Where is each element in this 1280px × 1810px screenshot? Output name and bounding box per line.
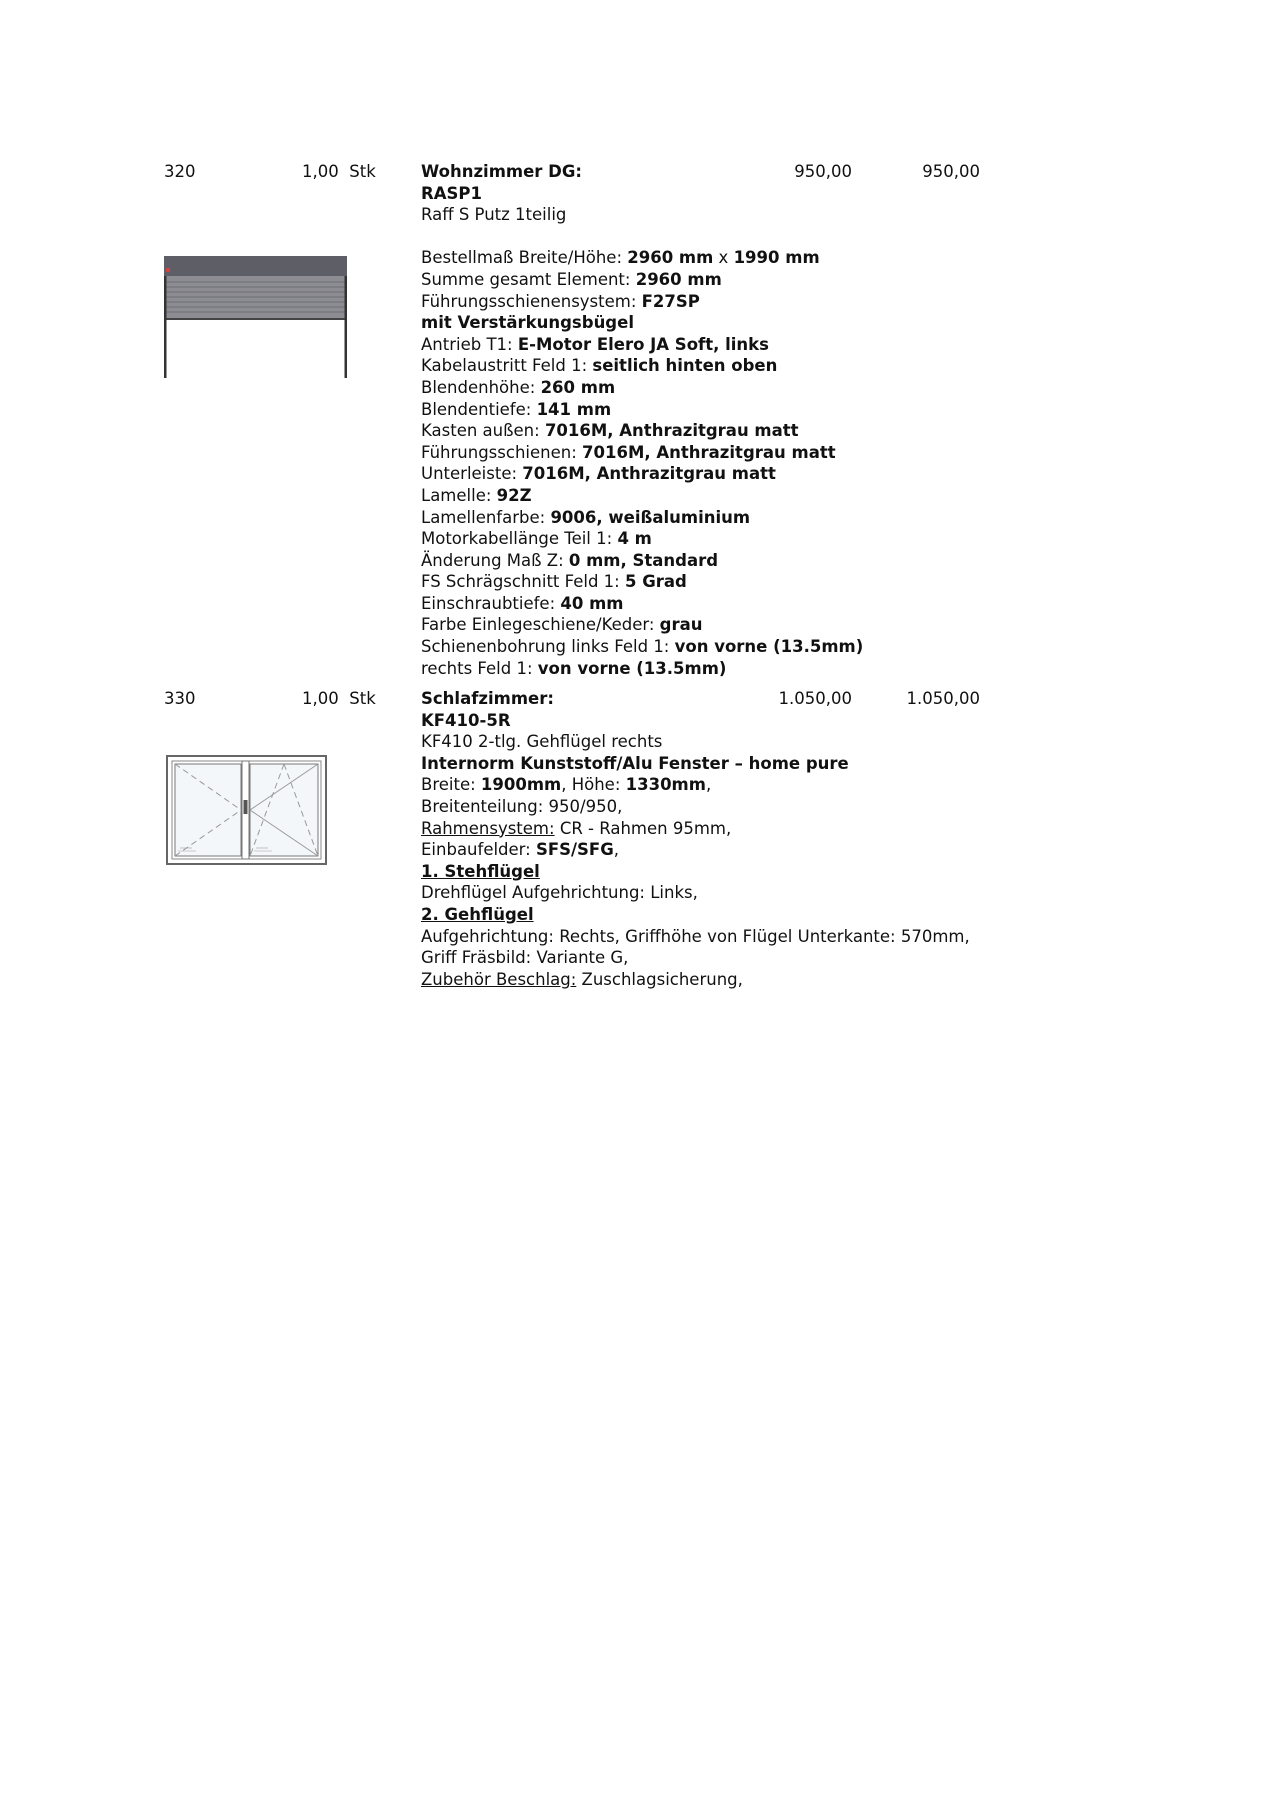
spec-line: Schienenbohrung links Feld 1: von vorne (13.5mm) bbox=[421, 637, 864, 657]
spec-line: Einschraubtiefe: 40 mm bbox=[421, 593, 624, 613]
position-number: 330 bbox=[164, 689, 196, 708]
spec-line: Führungsschienensystem: F27SP bbox=[421, 291, 700, 311]
quantity-value: 1,00 bbox=[302, 162, 339, 181]
spec-line: rechts Feld 1: von vorne (13.5mm) bbox=[421, 658, 727, 678]
quantity-unit: Stk bbox=[349, 162, 376, 181]
spec-line: Motorkabellänge Teil 1: 4 m bbox=[421, 529, 652, 549]
spec-line: Bestellmaß Breite/Höhe: 2960 mm x 1990 mm bbox=[421, 248, 820, 268]
spec-line: Farbe Einlegeschiene/Keder: grau bbox=[421, 615, 703, 635]
total-price: 1.050,00 bbox=[906, 689, 980, 708]
spec-line: Lamelle: 92Z bbox=[421, 485, 532, 505]
quantity-value: 1,00 bbox=[302, 689, 339, 708]
item-description bbox=[421, 161, 981, 679]
item-description bbox=[421, 688, 981, 990]
item-title: Schlafzimmer: bbox=[421, 689, 554, 708]
quantity bbox=[302, 688, 376, 710]
item-code: KF410-5R bbox=[421, 710, 511, 730]
roller-shutter-drawing-icon bbox=[164, 256, 350, 384]
spec-line: Kasten außen: 7016M, Anthrazitgrau matt bbox=[421, 421, 799, 441]
spec-line: Antrieb T1: E-Motor Elero JA Soft, links bbox=[421, 334, 769, 354]
width-division: Breitenteilung: 950/950, bbox=[421, 796, 623, 816]
unit-price: 1.050,00 bbox=[778, 689, 852, 708]
spec-line: Summe gesamt Element: 2960 mm bbox=[421, 269, 722, 289]
window-drawing-icon bbox=[166, 755, 329, 867]
spec-line: Unterleiste: 7016M, Anthrazitgrau matt bbox=[421, 464, 776, 484]
product-heading: Internorm Kunststoff/Alu Fenster – home pure bbox=[421, 753, 849, 773]
spec-line: Blendentiefe: 141 mm bbox=[421, 399, 612, 419]
spec-line: Lamellenfarbe: 9006, weißaluminium bbox=[421, 507, 751, 527]
section-text: Drehflügel Aufgehrichtung: Links, bbox=[421, 883, 698, 903]
spec-line: Kabelaustritt Feld 1: seitlich hinten oben bbox=[421, 356, 778, 376]
item-title: Wohnzimmer DG: bbox=[421, 162, 582, 181]
section-heading: 1. Stehflügel bbox=[421, 861, 540, 881]
section-heading: 2. Gehflügel bbox=[421, 904, 534, 924]
position-number: 320 bbox=[164, 162, 196, 181]
section-text: Aufgehrichtung: Rechts, Griffhöhe von Flügel Unterkante: 570mm, bbox=[421, 926, 970, 946]
quantity-unit: Stk bbox=[349, 689, 376, 708]
frame-system: Rahmensystem: CR - Rahmen 95mm, bbox=[421, 818, 732, 838]
unit-price: 950,00 bbox=[794, 162, 852, 181]
spec-line: Blendenhöhe: 260 mm bbox=[421, 377, 616, 397]
item-code: RASP1 bbox=[421, 183, 482, 203]
section-text: Griff Fräsbild: Variante G, bbox=[421, 948, 629, 968]
spec-line: Führungsschienen: 7016M, Anthrazitgrau matt bbox=[421, 442, 836, 462]
installation-fields: Einbaufelder: SFS/SFG, bbox=[421, 840, 619, 860]
spec-line: Änderung Maß Z: 0 mm, Standard bbox=[421, 550, 719, 570]
spec-line: FS Schrägschnitt Feld 1: 5 Grad bbox=[421, 572, 687, 592]
spec-line: mit Verstärkungsbügel bbox=[421, 313, 634, 333]
accessories-line: Zubehör Beschlag: Zuschlagsicherung, bbox=[421, 969, 743, 989]
quantity bbox=[302, 161, 376, 183]
total-price: 950,00 bbox=[922, 162, 980, 181]
item-subtitle: Raff S Putz 1teilig bbox=[421, 205, 567, 225]
item-subtitle: KF410 2-tlg. Gehflügel rechts bbox=[421, 732, 663, 752]
size-line: Breite: 1900mm, Höhe: 1330mm, bbox=[421, 775, 712, 795]
